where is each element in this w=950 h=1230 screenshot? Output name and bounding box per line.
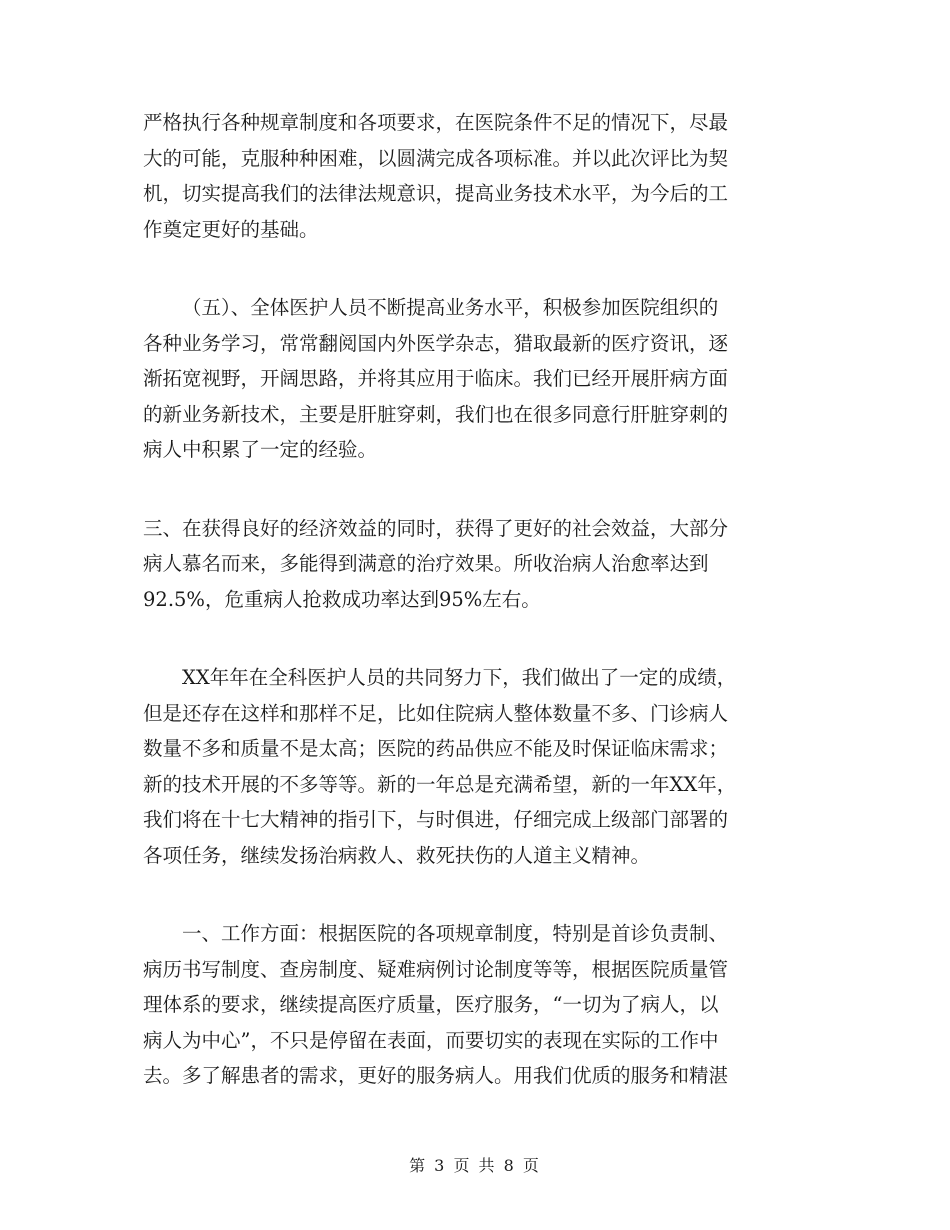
text-line: 三、在获得良好的经济效益的同时，获得了更好的社会效益，大部分 [143,516,729,540]
page-number-footer: 第 3 页 共 8 页 [409,1156,541,1175]
text-line: 92.5%，危重病人抢救成功率达到95%左右。 [143,587,541,611]
text-line: 病人为中心”，不只是停留在表面，而要切实的表现在实际的工作中 [143,1028,719,1052]
paragraph-gap [143,873,803,916]
text-line: 病人慕名而来，多能得到满意的治疗效果。所收治病人治愈率达到 [143,552,709,575]
text-line: 的新业务新技术，主要是肝脏穿刺，我们也在很多同意行肝脏穿刺的 [143,402,729,426]
paragraph-gap [143,468,803,511]
text-line: 机，切实提高我们的法律法规意识，提高业务技术水平，为今后的工 [143,182,729,205]
paragraph-gap [143,617,803,660]
text-line: 作奠定更好的基础。 [143,217,319,241]
text-line: 严格执行各种规章制度和各项要求，在医院条件不足的情况下，尽最 [143,111,729,134]
text-line: 去。多了解患者的需求，更好的服务病人。用我们优质的服务和精湛 [143,1064,729,1087]
text-line: 各种业务学习，常常翻阅国内外医学杂志，猎取最新的医疗资讯，逐 [143,331,729,355]
paragraph-gap [143,247,803,290]
text-line: 我们将在十七大精神的指引下，与时俱进，仔细完成上级部门部署的 [143,808,729,831]
text-line: 理体系的要求，继续提高医疗质量，医疗服务，“一切为了病人，以 [143,993,719,1016]
text-line: 但是还存在这样和那样不足，比如住院病人整体数量不多、门诊病人 [143,701,729,725]
paragraph-year-summary [143,660,803,873]
paragraph-three-social-benefit [143,511,803,618]
paragraph-five-professional-level [143,290,803,468]
text-line: 新的技术开展的不多等等。新的一年总是充满希望，新的一年XX年， [143,772,737,796]
text-line: 数量不多和质量不是太高；医院的药品供应不能及时保证临床需求； [143,737,729,760]
paragraph-one-work-aspects [143,916,803,1094]
document-body [143,105,803,1094]
text-line: 一、工作方面：根据医院的各项规章制度，特别是首诊负责制、 [182,922,729,945]
text-line: 各项任务，继续发扬治病救人、救死扶伤的人道主义精神。 [143,843,651,867]
text-line: （五）、全体医护人员不断提高业务水平，积极参加医院组织的 [182,296,719,319]
text-line: 大的可能，克服种种困难，以圆满完成各项标准。并以此次评比为契 [143,146,729,170]
paragraph-regulations [143,105,803,247]
text-line: 病人中积累了一定的经验。 [143,438,378,461]
text-line: XX年年在全科医护人员的共同努力下，我们做出了一定的成绩， [182,666,737,689]
text-line: 病历书写制度、查房制度、疑难病例讨论制度等等，根据医院质量管 [143,957,729,981]
text-line: 渐拓宽视野，开阔思路，并将其应用于临床。我们已经开展肝病方面 [143,367,729,390]
